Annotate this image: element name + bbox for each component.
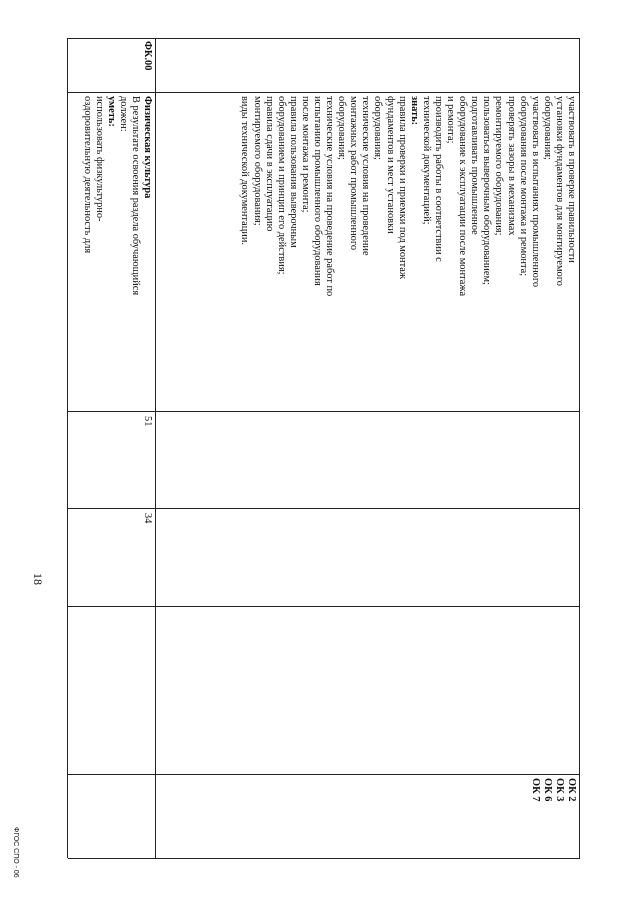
competency-code: ОК 6 xyxy=(541,778,553,802)
text-line: должен: xyxy=(117,96,129,132)
text-line: производить работы в соответствии с xyxy=(432,96,444,262)
competency-code: ОК 2 xyxy=(566,778,577,802)
text-line: технические условия на проведение xyxy=(360,96,372,256)
text-line: уметь: xyxy=(105,96,117,127)
footer-code: ФГОС СПО - 06 xyxy=(12,827,19,878)
competency-code: ОК 3 xyxy=(553,778,565,802)
column-divider-content xyxy=(68,92,580,93)
text-line: монтажных работ промышленного xyxy=(348,96,360,251)
text-line: оборудованием и принцип его действия; xyxy=(275,96,287,275)
competency-code: ОК 7 xyxy=(529,778,541,802)
text-line: установки фундаментов для монтируемого xyxy=(553,96,565,286)
text-line: и ремонта; xyxy=(445,96,457,144)
column-divider-class-hours xyxy=(68,508,580,509)
text-line: оборудования; xyxy=(541,96,553,160)
column-divider-total-hours xyxy=(68,411,580,412)
column-divider-discipline xyxy=(68,606,580,607)
text-line: оборудования; xyxy=(372,96,384,160)
text-line: оздоровительную деятельность для xyxy=(81,96,93,254)
row-divider xyxy=(155,38,156,858)
text-line: участвовать в испытаниях промышленного xyxy=(529,96,541,288)
text-line: после монтажа и ремонта; xyxy=(299,96,311,213)
row1-competencies xyxy=(529,778,577,801)
table-border-right xyxy=(68,858,580,859)
text-line: пользоваться выверочным оборудованием; xyxy=(481,96,493,285)
text-line: проверять зазоры в механизмах xyxy=(505,96,517,236)
page-number: 18 xyxy=(31,573,45,585)
text-line: технической документацией; xyxy=(420,96,432,225)
text-line: участвовать в проверке правильности xyxy=(566,96,577,263)
row1-description xyxy=(238,96,577,296)
table-border-top xyxy=(579,38,580,858)
column-divider-competencies xyxy=(68,774,580,775)
row2-class-hours: 34 xyxy=(142,513,153,524)
text-line: подготавливать промышленное xyxy=(469,96,481,235)
text-line: В результате освоения раздела обучающийся xyxy=(129,96,141,296)
text-line: оборудования; xyxy=(336,96,348,160)
row2-description xyxy=(80,96,153,295)
text-line: правила проверки и приемки под монтаж xyxy=(396,96,408,280)
text-line: испытанию промышленного оборудования xyxy=(312,96,324,286)
text-line: Физическая культура xyxy=(142,96,153,199)
text-line: фундаментов и мест установки xyxy=(384,96,396,234)
text-line: ремонтируемого оборудования; xyxy=(493,96,505,236)
text-line: виды технической документации. xyxy=(239,96,251,245)
table-border-left xyxy=(68,38,580,39)
text-line: правила пользования выверочным xyxy=(287,96,299,248)
text-line: правила сдачи в эксплуатацию xyxy=(263,96,275,232)
text-line: технические условия на проведение работ по xyxy=(324,96,336,297)
text-line: монтируемого оборудования; xyxy=(251,96,263,226)
text-line: оборудование к эксплуатации после монтажа xyxy=(457,96,469,297)
text-line: оборудования после монтажа и ремонта; xyxy=(517,96,529,277)
row2-code: ФК.00 xyxy=(142,41,153,71)
row2-total-hours: 51 xyxy=(142,416,153,427)
table-border-bottom xyxy=(67,38,68,858)
text-line: знать: xyxy=(408,96,420,126)
text-line: использовать физкультурно- xyxy=(93,96,105,222)
